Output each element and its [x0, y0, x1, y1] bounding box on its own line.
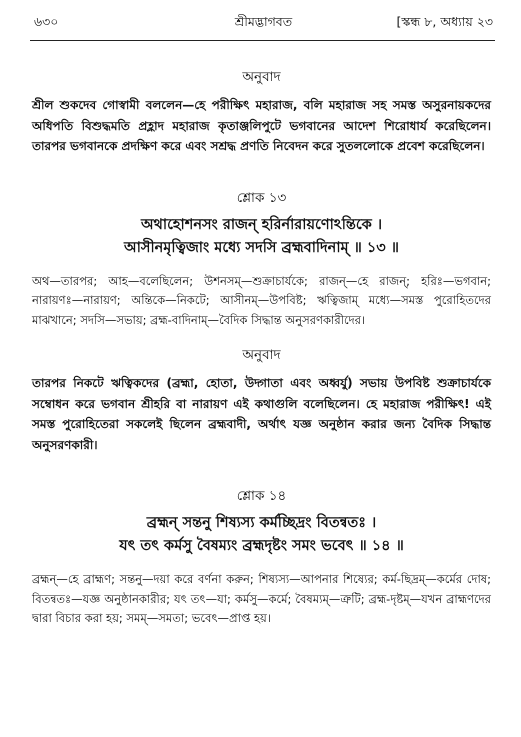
synonyms-14: ব্রহ্মন্—হে ব্রাহ্মণ; সন্তনু—দয়া করে বর্ণনা করুন; শিষ্যস্য—আপনার শিষ্যের; কর্ম-ছিদ্রম্—কর্মের দোষ; বিতন্বতঃ—যজ্ঞ অনুষ্ঠানকারীর; যৎ তৎ—যা; কর্মসু—কর্মে; বৈষম্যম্—ত্রুটি; ব্রহ্ম-দৃষ্টম্—যখন ব্রাহ্মণদের দ্বারা বিচার করা হয়; সমম্—সমতা; ভবেৎ—প্রাপ্ত হয়। [32, 572, 491, 625]
translation-text-12: শ্রীল শুকদেব গোস্বামী বললেন—হে পরীক্ষিৎ মহারাজ, বলি মহারাজ সহ সমস্ত অসুরনায়কদের অধিপতি বিশুদ্ধমতি প্রহ্লাদ মহারাজ কৃতাঞ্জলিপুটে ভগবানের আদেশ শিরোধার্য করেছিলেন। তারপর ভগবানকে প্রদক্ষিণ করে এবং সশ্রদ্ধ প্রণতি নিবেদন করে সুতললোকে প্রবেশ করেছিলেন। [32, 98, 491, 153]
translation-heading-12: অনুবাদ [242, 69, 281, 85]
book-title: শ্রীমদ্ভাগবত [234, 14, 293, 29]
verse-title-14: শ্লোক ১৪ [236, 488, 287, 504]
translation-text-13: তারপর নিকটে ঋত্বিকদের (ব্রহ্মা, হোতা, উদ্গাতা এবং অধ্বর্যু) সভায় উপবিষ্ট শুক্রাচার্যকে সম্বোধন করে ভগবান শ্রীহরি বা নারায়ণ এই কথাগুলি বলেছিলেন। হে মহারাজ পরীক্ষিৎ! এই সমস্ত পুরোহিতেরা সকলেই ছিলেন ব্রহ্মবাদী, অর্থাৎ যজ্ঞ অনুষ্ঠান করার জন্য বৈদিক সিদ্ধান্ত অনুসরণকারী। [32, 376, 491, 452]
verse-13-line-2: আসীনমৃত্বিজাং মধ্যে সদসি ব্রহ্মবাদিনাম্ ॥ ১৩ ॥ [124, 239, 399, 256]
chapter-reference: [স্কন্ধ ৮, অধ্যায় ২৩ [396, 14, 493, 29]
verse-14-line-1: ব্রহ্মন্ সন্তনু শিষ্যস্য কর্মচ্ছিদ্রং বিতন্বতঃ । [146, 515, 377, 531]
synonyms-13: অথ—তারপর; আহ—বলেছিলেন; উশনসম্—শুক্রাচার্যকে; রাজন্—হে রাজন্; হরিঃ—ভগবান; নারায়ণঃ—নারায়ণ; অন্তিকে—নিকটে; আসীনম্—উপবিষ্ট; ঋত্বিজাম্ মধ্যে—সমস্ত পুরোহিতদের মাঝখানে; সদসি—সভায়; ব্রহ্ম-বাদিনাম্—বৈদিক সিদ্ধান্ত অনুসরণকারীদের। [32, 273, 491, 327]
verse-title-13: শ্লোক ১৩ [236, 189, 287, 206]
verse-13-line-1: অথাহোশনসং রাজন্ হরির্নারায়ণোঽন্তিকে । [140, 216, 383, 233]
page-header [34, 14, 493, 32]
translation-heading-13: অনুবাদ [242, 347, 281, 363]
verse-14-line-2: যৎ তৎ কর্মসু বৈষম্যং ব্রহ্মদৃষ্টং সমং ভবেৎ ॥ ১৪ ॥ [119, 538, 404, 554]
page-number: ৬৩০ [34, 14, 59, 29]
page-content [32, 66, 491, 629]
header-rule [30, 40, 495, 41]
